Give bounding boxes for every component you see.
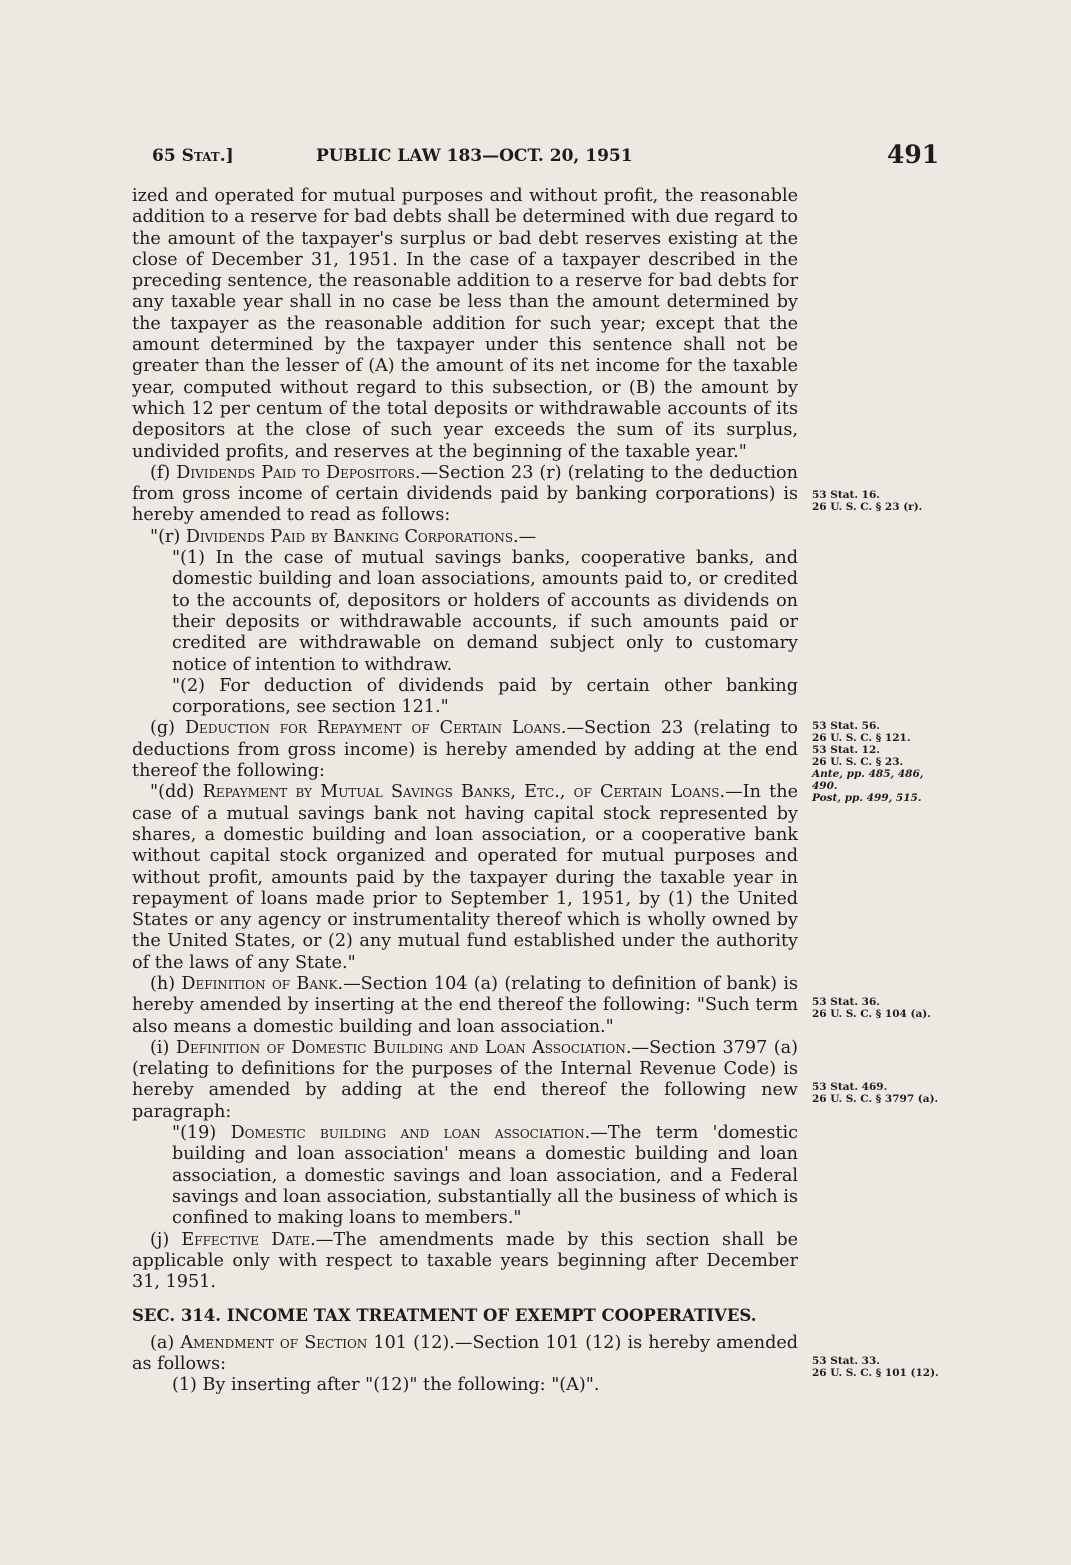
subsection-heading: Dividends Paid by Banking Corporations. xyxy=(185,526,519,547)
subsection-heading: Deduction for Repayment of Certain Loans. xyxy=(184,718,567,739)
subsection-dd xyxy=(132,782,798,974)
paragraph-19 xyxy=(172,1123,798,1229)
subsection-g xyxy=(132,718,798,782)
subsection-text: —Section 23 (r) (relating to the deduction from gross income of certain dividends paid by banking corporations) is hereby amended to read as follows: xyxy=(132,462,798,526)
subsection-heading: Dividends Paid to Depositors. xyxy=(176,462,421,483)
subsection-label: "(dd) xyxy=(150,782,203,803)
subsection-text: — xyxy=(518,526,537,547)
margin-note-line: 53 Stat. 36. xyxy=(812,996,880,1008)
subsection-heading: Definition of Bank. xyxy=(181,973,344,994)
margin-note xyxy=(812,1355,952,1379)
margin-note-line: 26 U. S. C. § 23 (r). xyxy=(812,501,923,513)
subsection-text: —The term 'domestic building and loan association' means a domestic building and loan association, a domestic savings and loan association, and a Federal savings and loan association, substantially all the business of which is confined to making loans to members." xyxy=(172,1123,798,1229)
subsection-f xyxy=(132,463,798,527)
margin-note-line: 26 U. S. C. § 104 (a). xyxy=(812,1008,931,1020)
paragraph-r2: "(2) For deduction of dividends paid by certain other banking corporations, see section 121." xyxy=(172,675,798,718)
subsection-label: (g) xyxy=(150,718,185,739)
subsection-text: —Section 23 (relating to deductions from gross income) is hereby amended by adding at the end thereof the following: xyxy=(132,718,798,782)
page-number: 491 xyxy=(887,140,940,169)
margin-note-line: 26 U. S. C. § 121. xyxy=(812,732,911,744)
subsection-h xyxy=(132,974,798,1038)
subsection-heading: Amendment of Section 101 (12). xyxy=(180,1332,455,1353)
margin-note xyxy=(812,720,952,804)
subsection-label: "(19) xyxy=(172,1123,231,1144)
margin-note xyxy=(812,489,952,513)
margin-note-line: Post, pp. 499, 515. xyxy=(812,792,922,804)
subsection-text: —The amendments made by this section shall be applicable only with respect to taxable years beginning after December 31, 1951. xyxy=(132,1229,798,1293)
margin-note xyxy=(812,1081,952,1105)
subsection-label: (f) xyxy=(150,462,177,483)
margin-note-line: 26 U. S. C. § 23. xyxy=(812,756,904,768)
subsection-label: (i) xyxy=(150,1037,176,1058)
margin-note-line: 53 Stat. 469. xyxy=(812,1081,888,1093)
margin-note-line: 53 Stat. 16. xyxy=(812,489,880,501)
subsection-label: (j) xyxy=(150,1229,182,1250)
body-text xyxy=(132,186,798,1397)
subsection-text: —Section 104 (a) (relating to definition of bank) is hereby amended by inserting at the end thereof the following: "Such term also means a domestic building and loan association." xyxy=(132,973,798,1037)
subsection-label: "(r) xyxy=(150,526,186,547)
subsection-text: —Section 101 (12) is hereby amended as follows: xyxy=(132,1332,799,1375)
margin-note-line: 26 U. S. C. § 3797 (a). xyxy=(812,1093,939,1105)
paragraph-a1: (1) By inserting after "(12)" the following: "(A)". xyxy=(172,1375,600,1396)
subsection-label: (h) xyxy=(150,973,182,994)
subsection-r xyxy=(132,527,798,548)
margin-note-line: 53 Stat. 56. xyxy=(812,720,880,732)
subsection-j xyxy=(132,1230,798,1294)
subsection-text: —Section 3797 (a) (relating to definitions for the purposes of the Internal Revenue Code) is hereby amended by adding at the end thereof the following new paragraph: xyxy=(132,1037,798,1122)
subsection-heading: Definition of Domestic Building and Loan Association. xyxy=(175,1037,632,1058)
margin-note-line: Ante, pp. 485, 486, 490. xyxy=(812,768,924,792)
subsection-i xyxy=(132,1038,798,1123)
subsection-label: (a) xyxy=(150,1332,181,1353)
subsection-heading: Repayment by Mutual Savings Banks, Etc., of Certain Loans. xyxy=(202,782,726,803)
section-heading: SEC. 314. INCOME TAX TREATMENT OF EXEMPT COOPERATIVES. xyxy=(132,1306,757,1326)
paragraph-continuation: ized and operated for mutual purposes and without profit, the reasonable addition to a reserve for bad debts shall be determined with due regard to the amount of the taxpayer's surplus or bad debt reserves existing at the close of December 31, 1951. In the case of a taxpayer described in the preceding sentence, the reasonable addition to a reserve for bad debts for any taxable year shall in no case be less than the amount determined by the taxpayer as the reasonable addition for such year; except that the amount determined by the taxpayer under this sentence shall not be greater than the lesser of (A) the amount of its net income for the taxable year, computed without regard to this subsection, or (B) the amount by which 12 per centum of the total deposits or withdrawable accounts of its depositors at the close of such year exceeds the sum of its surplus, undivided profits, and reserves at the beginning of the taxable year." xyxy=(132,186,798,462)
subsection-text: —In the case of a mutual savings bank not having capital stock represented by shares, a domestic building and loan association, or a cooperative bank without capital stock organized and operated for mutual purposes and without profit, amounts paid by the taxpayer during the taxable year in repayment of loans made prior to September 1, 1951, by (1) the United States or any agency or instrumentality thereof which is wholly owned by the United States, or (2) any mutual fund established under the authority of the laws of any State." xyxy=(132,782,798,973)
subsection-a xyxy=(132,1333,798,1376)
margin-note xyxy=(812,996,952,1020)
paragraph-r1: "(1) In the case of mutual savings banks, cooperative banks, and domestic building and loan associations, amounts paid to, or credited to the accounts of, depositors or holders of accounts as dividends on their deposits or withdrawable accounts, if such amounts paid or credited are withdrawable on demand subject only to customary notice of intention to withdraw. xyxy=(172,548,798,675)
running-header: PUBLIC LAW 183—OCT. 20, 1951 xyxy=(316,146,633,166)
subsection-heading: Effective Date. xyxy=(181,1229,316,1250)
subsection-heading: Domestic building and loan association. xyxy=(230,1123,591,1144)
margin-note-line: 53 Stat. 33. xyxy=(812,1355,880,1367)
volume-reference: 65 Stat.] xyxy=(152,146,234,166)
margin-note-line: 26 U. S. C. § 101 (12). xyxy=(812,1367,939,1379)
margin-note-line: 53 Stat. 12. xyxy=(812,744,880,756)
